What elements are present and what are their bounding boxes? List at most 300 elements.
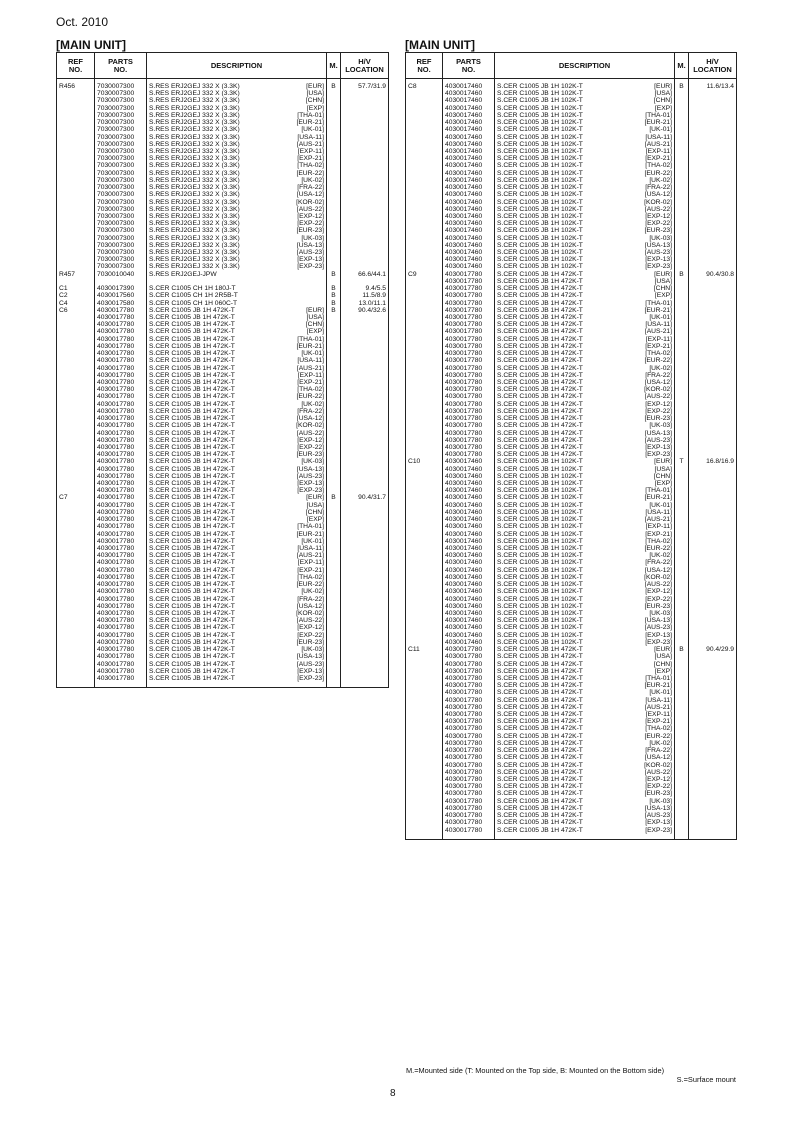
version-code: [THA-02] — [297, 573, 324, 581]
description-cell — [495, 263, 675, 270]
parts-no-cell: 4030017780 — [95, 372, 147, 379]
mounted-side-cell — [675, 278, 689, 285]
ref-no-cell — [57, 321, 95, 328]
ref-no-cell — [406, 199, 443, 206]
description-cell — [495, 473, 675, 480]
part-description: C1005 JB 1H 102K-T — [519, 617, 583, 625]
parts-no-cell: 4030017460 — [443, 480, 495, 487]
description-text — [497, 444, 583, 451]
version-code: [EUR-23] — [644, 790, 672, 798]
description-cell — [147, 588, 327, 595]
description-content — [497, 401, 672, 408]
ref-no-cell — [57, 105, 95, 112]
table-row — [406, 790, 737, 797]
part-description: C1005 JB 1H 102K-T — [519, 162, 583, 170]
hv-location-cell — [341, 242, 389, 249]
ref-no-cell — [406, 379, 443, 386]
table-row — [57, 401, 389, 408]
hv-location-cell — [689, 502, 737, 509]
description-cell — [147, 307, 327, 314]
description-text — [149, 307, 235, 314]
description-cell — [495, 199, 675, 206]
mounted-side-cell — [327, 422, 341, 429]
part-description: C1005 JB 1H 472K-T — [519, 451, 583, 459]
mounted-side-cell — [675, 256, 689, 263]
description-cell — [495, 292, 675, 299]
hv-location-cell — [689, 401, 737, 408]
description-cell — [147, 444, 327, 451]
part-description: C1005 JB 1H 472K-T — [519, 732, 583, 740]
version-code: [KOR-02] — [644, 761, 672, 769]
hv-location-cell — [689, 682, 737, 689]
description-text — [497, 357, 583, 364]
part-description: C1005 JB 1H 472K-T — [171, 429, 235, 437]
mounted-side-cell — [327, 596, 341, 603]
parts-no-cell: 4030017780 — [95, 596, 147, 603]
mounted-side-cell — [327, 523, 341, 530]
part-description: C1005 JB 1H 102K-T — [519, 126, 583, 134]
hv-location-header: H/V LOCATION — [689, 53, 737, 79]
parts-no-cell: 4030017780 — [95, 336, 147, 343]
description-text — [149, 256, 240, 263]
part-type: S.CER — [497, 638, 518, 646]
version-code: [USA] — [654, 653, 672, 661]
description-text — [497, 559, 583, 566]
part-description: ERJ2GEJ 332 X (3.3K) — [170, 191, 240, 199]
description-cell — [495, 97, 675, 104]
ref-no-cell — [406, 300, 443, 307]
part-type: S.CER — [497, 270, 518, 278]
description-text — [149, 97, 240, 104]
description-cell — [147, 559, 327, 566]
part-type: S.CER — [497, 263, 518, 271]
ref-no-cell — [406, 336, 443, 343]
version-code: [EUR-21] — [644, 494, 672, 502]
part-type: S.CER — [149, 581, 170, 589]
part-type: S.CER — [149, 595, 170, 603]
mounted-side-cell — [327, 314, 341, 321]
description-content — [149, 191, 324, 198]
ref-no-cell — [406, 126, 443, 133]
hv-location-cell — [689, 112, 737, 119]
description-cell — [147, 191, 327, 198]
parts-no-cell: 4030017780 — [95, 401, 147, 408]
description-text — [149, 242, 240, 249]
part-type: S.CER — [497, 241, 518, 249]
description-content — [149, 444, 324, 451]
ref-no-cell — [406, 653, 443, 660]
description-cell — [147, 574, 327, 581]
description-content — [149, 596, 324, 603]
mounted-side-cell — [675, 812, 689, 819]
description-cell — [495, 112, 675, 119]
mounted-side-cell — [675, 531, 689, 538]
part-type: S.CER — [497, 364, 518, 372]
parts-no-cell: 4030017460 — [443, 523, 495, 530]
part-type: S.CER — [497, 790, 518, 798]
ref-no-cell — [406, 769, 443, 776]
table-row — [406, 206, 737, 213]
mounted-side-cell: B — [327, 307, 341, 314]
ref-no-cell — [57, 343, 95, 350]
description-content — [497, 97, 672, 104]
table-row — [406, 437, 737, 444]
mounted-side-cell — [675, 97, 689, 104]
mounted-side-cell — [675, 588, 689, 595]
parts-no-cell: 7030007300 — [95, 256, 147, 263]
part-description: ERJ2GEJ 332 X (3.3K) — [170, 212, 240, 220]
spacer-cell — [57, 278, 95, 285]
parts-no-cell: 7030007300 — [95, 206, 147, 213]
part-description: C1005 JB 1H 472K-T — [171, 443, 235, 451]
table-row — [406, 574, 737, 581]
description-text — [497, 249, 583, 256]
parts-no-cell: 4030017780 — [443, 336, 495, 343]
part-type: S.RES — [149, 184, 170, 192]
parts-no-cell: 4030017780 — [443, 827, 495, 840]
mounted-side-cell — [327, 227, 341, 234]
description-text — [149, 321, 235, 328]
parts-no-cell: 7030007300 — [95, 155, 147, 162]
ref-no-cell — [406, 610, 443, 617]
description-text — [497, 206, 583, 213]
mounted-side-cell — [675, 191, 689, 198]
hv-location-header: H/V LOCATION — [341, 53, 389, 79]
ref-no-cell — [406, 552, 443, 559]
description-text — [149, 112, 240, 119]
table-row — [57, 610, 389, 617]
description-content — [149, 393, 324, 400]
hv-location-cell — [689, 552, 737, 559]
hv-location-cell — [341, 162, 389, 169]
part-description: C1005 JB 1H 102K-T — [519, 631, 583, 639]
mounted-side-cell — [675, 552, 689, 559]
description-cell — [147, 206, 327, 213]
part-description: ERJ2GEJ 332 X (3.3K) — [170, 263, 240, 271]
parts-no-cell: 7030007300 — [95, 148, 147, 155]
mounted-side-cell — [675, 581, 689, 588]
hv-location-cell — [689, 596, 737, 603]
description-content — [497, 538, 672, 545]
description-cell — [495, 596, 675, 603]
hv-location-cell — [689, 776, 737, 783]
part-description: C1005 JB 1H 472K-T — [519, 660, 583, 668]
part-type: S.CER — [149, 494, 170, 502]
description-text — [497, 762, 583, 769]
version-code: [EXP] — [654, 667, 672, 675]
table-row — [57, 170, 389, 177]
description-cell — [147, 227, 327, 234]
part-type: S.CER — [497, 573, 518, 581]
hv-location-cell — [689, 357, 737, 364]
part-description: C1005 JB 1H 472K-T — [519, 357, 583, 365]
part-description: ERJ2GEJ 332 X (3.3K) — [170, 126, 240, 134]
hv-location-cell: 16.8/16.9 — [689, 458, 737, 465]
parts-no-cell: 7030007300 — [95, 90, 147, 97]
ref-no-cell — [57, 473, 95, 480]
part-type: S.CER — [497, 155, 518, 163]
part-type: S.CER — [497, 378, 518, 386]
part-description: C1005 JB 1H 472K-T — [519, 407, 583, 415]
description-cell — [147, 365, 327, 372]
description-text — [149, 523, 235, 530]
mounted-side-cell — [675, 213, 689, 220]
description-text — [497, 531, 583, 538]
version-code: [EXP-11] — [645, 523, 672, 531]
ref-no-cell — [57, 487, 95, 494]
mounted-side-cell: B — [675, 646, 689, 653]
part-description: C1005 JB 1H 102K-T — [519, 249, 583, 257]
version-code: [EXP] — [654, 480, 672, 488]
hv-location-cell — [341, 105, 389, 112]
table-row — [406, 458, 737, 465]
part-type: S.CER — [149, 566, 170, 574]
description-text — [149, 379, 235, 386]
table-row — [406, 199, 737, 206]
hv-location-cell — [341, 134, 389, 141]
mounted-side-cell: B — [675, 271, 689, 278]
ref-no-cell — [406, 256, 443, 263]
ref-no-cell — [406, 365, 443, 372]
table-row — [57, 177, 389, 184]
part-type: S.CER — [497, 480, 518, 488]
ref-no-cell — [57, 220, 95, 227]
mounted-side-header: M. — [675, 53, 689, 79]
hv-location-cell — [689, 704, 737, 711]
hv-location-cell — [341, 213, 389, 220]
description-content — [497, 567, 672, 574]
ref-no-cell — [406, 97, 443, 104]
description-text — [149, 415, 235, 422]
version-code: [UK-01] — [301, 537, 324, 545]
part-description: C1005 JB 1H 472K-T — [519, 422, 583, 430]
version-code: [FRA-22] — [297, 184, 324, 192]
table-row — [406, 227, 737, 234]
description-text — [497, 148, 583, 155]
part-type: S.CER — [497, 212, 518, 220]
mounted-side-cell — [675, 393, 689, 400]
part-type: S.CER — [497, 566, 518, 574]
description-content — [149, 415, 324, 422]
description-text — [149, 545, 235, 552]
part-type: S.CER — [149, 588, 170, 596]
mounted-side-cell — [675, 357, 689, 364]
mounted-side-cell — [675, 725, 689, 732]
part-description: C1005 JB 1H 102K-T — [519, 624, 583, 632]
ref-no-cell — [406, 747, 443, 754]
part-type: S.CER — [497, 725, 518, 733]
hv-location-cell — [689, 653, 737, 660]
description-cell — [147, 97, 327, 104]
version-code: [EUR] — [306, 494, 324, 502]
description-cell — [495, 227, 675, 234]
parts-no-cell: 4030017460 — [443, 213, 495, 220]
part-description: C1005 JB 1H 472K-T — [519, 689, 583, 697]
version-code: [USA-13] — [296, 241, 324, 249]
table-row — [406, 148, 737, 155]
version-code: [THA-01] — [645, 111, 672, 119]
part-description: C1005 JB 1H 472K-T — [171, 588, 235, 596]
part-description: C1005 JB 1H 472K-T — [519, 819, 583, 827]
description-cell — [147, 545, 327, 552]
hv-location-cell — [341, 466, 389, 473]
parts-no-cell: 4030017780 — [95, 538, 147, 545]
part-type: S.CER — [149, 299, 170, 307]
description-text — [497, 661, 583, 668]
part-type: S.CER — [149, 285, 170, 293]
mounted-side-cell — [675, 126, 689, 133]
description-content — [149, 386, 324, 393]
description-text — [497, 408, 583, 415]
parts-no-cell: 4030017780 — [443, 762, 495, 769]
ref-no-cell — [406, 827, 443, 840]
version-code: [AUS-21] — [644, 328, 672, 336]
description-content — [497, 300, 672, 307]
description-content — [497, 170, 672, 177]
ref-no-cell — [406, 725, 443, 732]
mounted-side-cell — [327, 401, 341, 408]
parts-no-cell: 4030017460 — [443, 559, 495, 566]
mounted-side-cell — [327, 559, 341, 566]
description-cell — [495, 819, 675, 826]
mounted-side-cell — [675, 819, 689, 826]
part-description: C1005 JB 1H 102K-T — [519, 241, 583, 249]
hv-location-cell — [689, 661, 737, 668]
description-content — [497, 321, 672, 328]
description-content — [497, 90, 672, 97]
hv-location-cell — [341, 624, 389, 631]
hv-location-cell — [341, 639, 389, 646]
version-code: [KOR-02] — [644, 198, 672, 206]
ref-no-cell — [57, 458, 95, 465]
hv-location-cell — [689, 480, 737, 487]
part-type: S.CER — [497, 256, 518, 264]
description-cell — [495, 740, 675, 747]
description-text — [149, 191, 240, 198]
table-row — [57, 336, 389, 343]
part-description: C1005 JB 1H 472K-T — [171, 530, 235, 538]
part-type: S.RES — [149, 126, 170, 134]
table-row — [57, 119, 389, 126]
hv-location-cell — [689, 191, 737, 198]
description-cell — [495, 798, 675, 805]
version-code: [EXP-23] — [297, 674, 324, 682]
part-description: ERJ2GEJ 332 X (3.3K) — [170, 176, 240, 184]
part-description: C1005 CH 1H 060C-T — [171, 299, 238, 307]
description-text — [497, 393, 583, 400]
hv-location-cell: 57.7/31.9 — [341, 79, 389, 91]
description-cell — [147, 632, 327, 639]
description-text — [497, 191, 583, 198]
table-row — [57, 552, 389, 559]
mounted-side-cell — [327, 444, 341, 451]
parts-no-cell: 7030007300 — [95, 199, 147, 206]
mounted-side-cell — [675, 610, 689, 617]
parts-no-cell: 4030017780 — [443, 812, 495, 819]
mounted-side-cell — [327, 170, 341, 177]
part-description: C1005 JB 1H 472K-T — [519, 292, 583, 300]
description-text — [497, 494, 583, 501]
part-description: C1005 JB 1H 472K-T — [519, 718, 583, 726]
ref-no-cell — [57, 531, 95, 538]
hv-location-cell — [341, 653, 389, 660]
part-description: C1005 JB 1H 472K-T — [519, 682, 583, 690]
description-cell — [495, 574, 675, 581]
description-content — [149, 112, 324, 119]
part-description: C1005 JB 1H 102K-T — [519, 198, 583, 206]
ref-no-cell — [406, 134, 443, 141]
description-cell — [495, 328, 675, 335]
ref-no-cell — [406, 538, 443, 545]
description-cell — [147, 567, 327, 574]
part-type: S.CER — [149, 530, 170, 538]
description-text — [149, 126, 240, 133]
description-content — [497, 162, 672, 169]
description-text — [497, 632, 583, 639]
version-code: [EXP-12] — [297, 436, 324, 444]
hv-location-cell — [689, 213, 737, 220]
description-cell — [147, 112, 327, 119]
ref-no-cell — [57, 668, 95, 675]
description-cell — [495, 531, 675, 538]
description-content — [497, 372, 672, 379]
version-code: [FRA-22] — [645, 747, 672, 755]
ref-no-cell — [57, 263, 95, 270]
parts-no-cell: 4030017780 — [95, 552, 147, 559]
description-text — [497, 473, 583, 480]
description-text — [497, 617, 583, 624]
part-description: C1005 JB 1H 472K-T — [519, 696, 583, 704]
hv-location-cell — [341, 314, 389, 321]
part-description: C1005 JB 1H 472K-T — [519, 342, 583, 350]
mounted-side-cell — [675, 574, 689, 581]
hv-location-cell — [689, 336, 737, 343]
parts-no-cell: 4030017780 — [443, 386, 495, 393]
part-description: C1005 JB 1H 472K-T — [519, 299, 583, 307]
part-description: C1005 JB 1H 102K-T — [519, 205, 583, 213]
ref-no-cell — [406, 682, 443, 689]
part-type: S.CER — [497, 797, 518, 805]
version-code: [THA-01] — [645, 674, 672, 682]
description-text — [497, 610, 583, 617]
description-cell — [147, 336, 327, 343]
ref-no-cell — [406, 350, 443, 357]
parts-no-cell: 4030017780 — [95, 531, 147, 538]
part-description: C1005 JB 1H 472K-T — [519, 321, 583, 329]
description-text — [149, 350, 235, 357]
description-cell — [147, 350, 327, 357]
version-code: [KOR-02] — [296, 198, 324, 206]
part-type: S.RES — [149, 169, 170, 177]
table-row — [57, 249, 389, 256]
table-row — [406, 559, 737, 566]
part-description: ERJ2GEJ 332 X (3.3K) — [170, 162, 240, 170]
table-row — [406, 762, 737, 769]
description-content — [497, 430, 672, 437]
part-type: S.CER — [497, 718, 518, 726]
part-type: S.CER — [497, 588, 518, 596]
footnote — [406, 1066, 736, 1084]
description-text — [497, 263, 583, 270]
parts-no-cell: 7030007300 — [95, 177, 147, 184]
part-description: C1005 JB 1H 472K-T — [171, 487, 235, 495]
part-type: S.CER — [149, 321, 170, 329]
table-row — [406, 783, 737, 790]
description-cell — [495, 343, 675, 350]
description-text — [497, 155, 583, 162]
version-code: [EXP-21] — [645, 530, 672, 538]
part-type: S.CER — [497, 804, 518, 812]
